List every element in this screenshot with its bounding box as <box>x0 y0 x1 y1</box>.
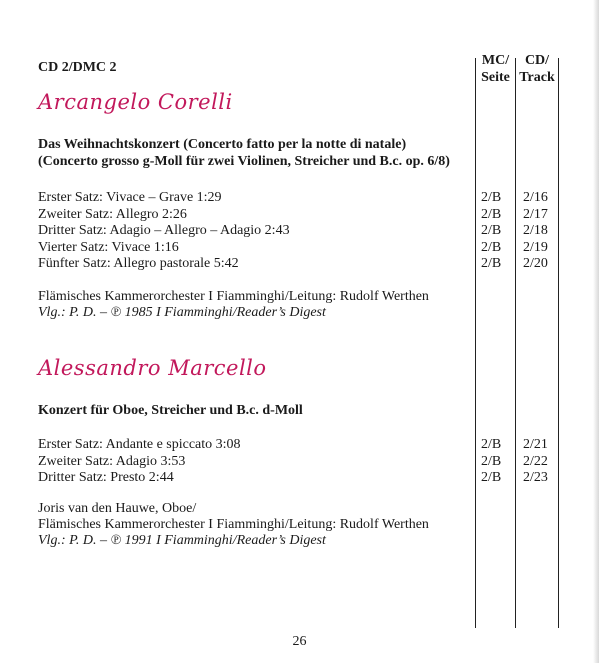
track-list <box>523 190 548 273</box>
column-divider-right <box>558 58 559 628</box>
movement-item: Dritter Satz: Adagio – Allegro – Adagio 2:43 <box>38 223 290 238</box>
mc-side-value: 2/B <box>481 470 502 485</box>
column-header-mc-line1: MC/ <box>481 53 510 68</box>
track-list <box>523 437 548 487</box>
mc-side-value: 2/B <box>481 453 502 469</box>
column-divider-left <box>475 58 476 628</box>
page-edge-shadow <box>593 0 599 663</box>
movement-item: Fünfter Satz: Allegro pastorale 5:42 <box>38 256 239 271</box>
mc-side-value: 2/B <box>481 223 502 238</box>
work-title: Das Weihnachtskonzert (Concerto fatto per la notte di natale) <box>38 137 407 152</box>
track-value: 2/20 <box>523 256 548 271</box>
page-number: 26 <box>292 634 307 649</box>
track-value: 2/17 <box>523 206 548 222</box>
performer-credit: Flämisches Kammerorchester I Fiamminghi/Leitung: Rudolf Werthen <box>38 289 429 304</box>
column-header-cd-line2: Track <box>519 70 555 85</box>
performer-credit: Flämisches Kammerorchester I Fiamminghi/Leitung: Rudolf Werthen <box>38 517 429 532</box>
movement-list <box>38 190 290 273</box>
mc-side-value: 2/B <box>481 239 502 255</box>
work-subtitle: (Concerto grosso g-Moll für zwei Violinen, Streicher und B.c. op. 6/8) <box>38 154 450 169</box>
movement-item: Vierter Satz: Vivace 1:16 <box>38 239 179 255</box>
movement-item: Erster Satz: Vivace – Grave 1:29 <box>38 190 222 205</box>
column-header-cd-line1: CD/ <box>524 53 550 68</box>
composer-name: Arcangelo Corelli <box>38 90 233 114</box>
track-value: 2/22 <box>523 453 548 469</box>
track-value: 2/19 <box>523 239 548 255</box>
mc-side-list <box>481 437 501 487</box>
movement-item: Zweiter Satz: Adagio 3:53 <box>38 453 186 469</box>
mc-side-value: 2/B <box>481 256 502 271</box>
mc-side-value: 2/B <box>481 190 502 205</box>
track-value: 2/21 <box>523 437 548 452</box>
column-header-mc <box>476 52 515 86</box>
performer-credit: Joris van den Hauwe, Oboe/ <box>38 501 197 516</box>
movement-item: Zweiter Satz: Allegro 2:26 <box>38 206 187 222</box>
movement-list <box>38 437 241 487</box>
column-divider-middle <box>515 58 516 628</box>
track-value: 2/16 <box>523 190 548 205</box>
label-credit: Vlg.: P. D. – ℗ 1985 I Fiamminghi/Reader’s Digest <box>38 305 326 320</box>
cd-label: CD 2/DMC 2 <box>38 60 117 75</box>
label-credit: Vlg.: P. D. – ℗ 1991 I Fiamminghi/Reader’s Digest <box>38 533 326 548</box>
track-value: 2/18 <box>523 223 548 238</box>
movement-item: Erster Satz: Andante e spiccato 3:08 <box>38 437 241 452</box>
work-title: Konzert für Oboe, Streicher und B.c. d-Moll <box>38 403 303 418</box>
column-header-mc-line2: Seite <box>481 70 510 85</box>
column-header-cd <box>516 52 558 86</box>
mc-side-list <box>481 190 501 273</box>
mc-side-value: 2/B <box>481 437 502 452</box>
track-value: 2/23 <box>523 470 548 485</box>
composer-name: Alessandro Marcello <box>38 356 267 380</box>
movement-item: Dritter Satz: Presto 2:44 <box>38 470 174 485</box>
mc-side-value: 2/B <box>481 206 502 222</box>
